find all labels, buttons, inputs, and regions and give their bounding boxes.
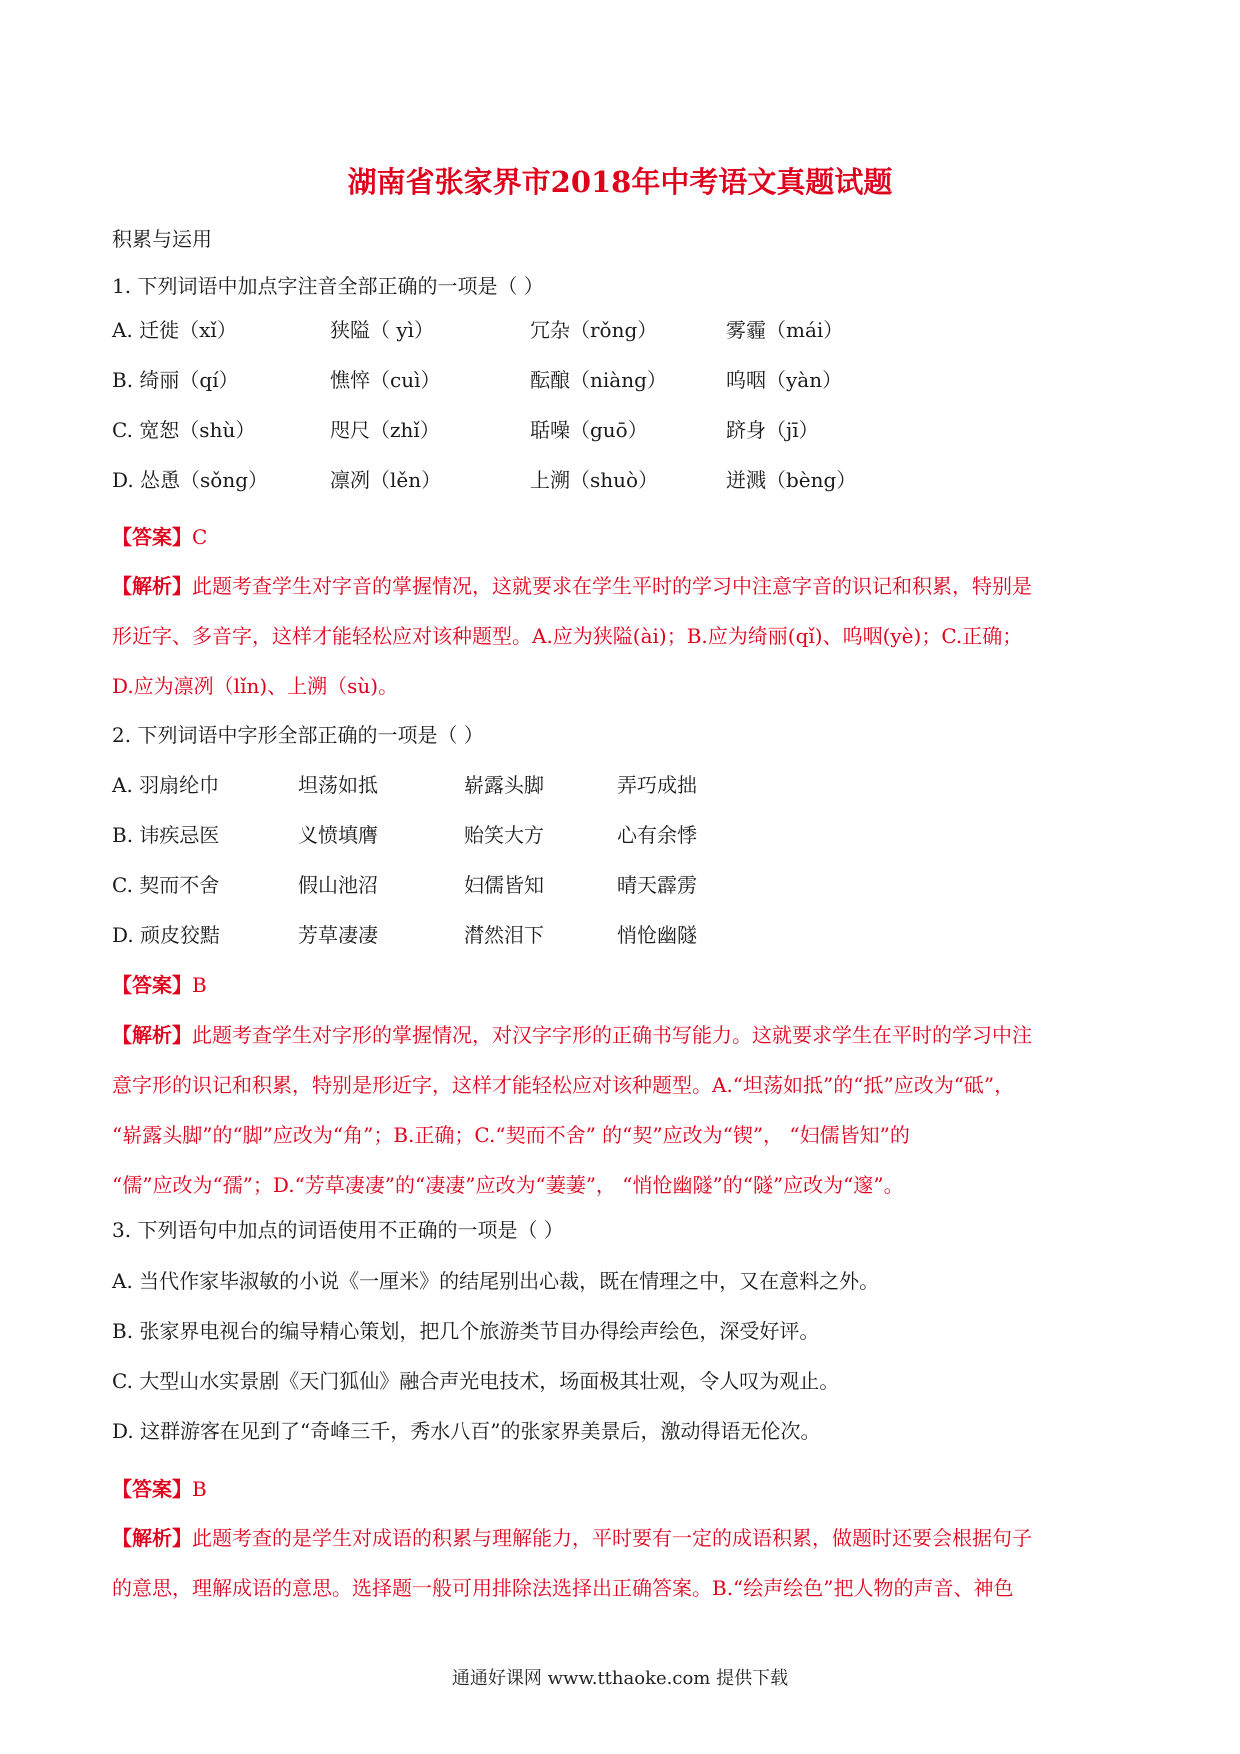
- q2-a-1: A. 羽扇纶巾: [112, 773, 220, 797]
- explanation-line: D.应为凛冽（lǐn)、上溯（sù)。: [112, 674, 399, 698]
- q1-explanation: [112, 561, 1132, 711]
- answer-tag: 【答案】: [112, 1477, 192, 1501]
- explanation-tag: 【解析】: [112, 1526, 192, 1550]
- q1-b-4: 呜咽（yàn）: [726, 368, 843, 392]
- q1-option-d: [112, 465, 1132, 495]
- page-footer: 通通好课网 www.tthaoke.com 提供下载: [451, 1668, 789, 1689]
- section-heading: 积累与运用: [112, 227, 212, 251]
- q1-d-2: 凛冽（lěn）: [330, 468, 442, 492]
- explanation-tag: 【解析】: [112, 574, 192, 598]
- q1-a-3: 冗杂（rǒng）: [530, 318, 658, 342]
- explanation-tag: 【解析】: [112, 1023, 192, 1047]
- q1-a-4: 雾霾（mái）: [726, 318, 844, 342]
- q3-answer: [112, 1474, 207, 1504]
- q1-c-2: 咫尺（zhǐ）: [330, 418, 440, 442]
- q2-b-1: B. 讳疾忌医: [112, 823, 220, 847]
- explanation-line: 此题考查的是学生对成语的积累与理解能力，平时要有一定的成语积累，做题时还要会根据句子: [192, 1526, 1032, 1550]
- q1-c-1: C. 宽恕（shù）: [112, 418, 256, 442]
- answer-value: B: [192, 973, 207, 997]
- q1-b-1: B. 绮丽（qí）: [112, 368, 239, 392]
- explanation-line: 意字形的识记和积累，特别是形近字，这样才能轻松应对该种题型。A.“坦荡如抵”的“抵”应改为“砥”，: [112, 1073, 1015, 1097]
- q2-b-2: 义愤填膺: [298, 823, 378, 847]
- q2-c-2: 假山池沼: [298, 873, 378, 897]
- q3-option-b: B. 张家界电视台的编导精心策划，把几个旅游类节目办得绘声绘色，深受好评。: [112, 1319, 820, 1343]
- q1-answer: [112, 522, 207, 552]
- q1-d-1: D. 怂恿（sǒng）: [112, 468, 269, 492]
- q2-a-2: 坦荡如抵: [298, 773, 378, 797]
- q2-c-3: 妇儒皆知: [464, 873, 544, 897]
- explanation-line: “儒”应改为“孺”；D.“芳草凄凄”的“凄凄”应改为“萋萋”， “悄怆幽隧”的“隧”应改为“邃”。: [112, 1173, 904, 1197]
- q1-d-3: 上溯（shuò）: [530, 468, 659, 492]
- q3-stem: 3. 下列语句中加点的词语使用不正确的一项是（ ）: [112, 1218, 564, 1242]
- q3-option-c: C. 大型山水实景剧《天门狐仙》融合声光电技术，场面极其壮观，令人叹为观止。: [112, 1369, 840, 1393]
- q1-d-4: 迸溅（bèng）: [726, 468, 857, 492]
- q1-c-4: 跻身（jī）: [726, 418, 819, 442]
- q2-a-4: 弄巧成拙: [617, 773, 697, 797]
- q2-d-4: 悄怆幽隧: [617, 923, 697, 947]
- q1-c-3: 聒噪（guō）: [530, 418, 648, 442]
- q3-option-d: D. 这群游客在见到了“奇峰三千，秀水八百”的张家界美景后，激动得语无伦次。: [112, 1419, 821, 1443]
- q3-explanation: [112, 1513, 1132, 1613]
- q2-d-2: 芳草凄凄: [298, 923, 378, 947]
- page-title: 湖南省张家界市2018年中考语文真题试题: [347, 165, 893, 199]
- q1-option-c: [112, 415, 1132, 445]
- q2-c-1: C. 契而不舍: [112, 873, 220, 897]
- q1-option-b: [112, 365, 1132, 395]
- answer-tag: 【答案】: [112, 525, 192, 549]
- q2-d-3: 潸然泪下: [464, 923, 544, 947]
- q1-b-2: 憔悴（cuì）: [330, 368, 441, 392]
- answer-tag: 【答案】: [112, 973, 192, 997]
- explanation-line: “崭露头脚”的“脚”应改为“角”；B.正确；C.“契而不舍” 的“契”应改为“锲”， “妇儒皆知”的: [112, 1123, 910, 1147]
- q2-b-4: 心有余悸: [617, 823, 697, 847]
- q1-stem: 1. 下列词语中加点字注音全部正确的一项是（ ）: [112, 274, 544, 298]
- explanation-line: 形近字、多音字，这样才能轻松应对该种题型。A.应为狭隘(ài)；B.应为绮丽(qǐ)、呜咽(yè)；C.正确；: [112, 624, 1023, 648]
- q2-option-c: [112, 870, 1132, 900]
- explanation-line: 的意思，理解成语的意思。选择题一般可用排除法选择出正确答案。B.“绘声绘色”把人物的声音、神色: [112, 1576, 1014, 1600]
- q1-a-2: 狭隘（ yì）: [330, 318, 435, 342]
- answer-value: B: [192, 1477, 207, 1501]
- q3-option-a: A. 当代作家毕淑敏的小说《一厘米》的结尾别出心裁，既在情理之中，又在意料之外。: [112, 1269, 880, 1293]
- q2-a-3: 崭露头脚: [464, 773, 544, 797]
- q2-option-b: [112, 820, 1132, 850]
- q2-answer: [112, 970, 207, 1000]
- q2-b-3: 贻笑大方: [464, 823, 544, 847]
- q2-explanation: [112, 1010, 1132, 1210]
- q2-option-a: [112, 770, 1132, 800]
- explanation-line: 此题考查学生对字音的掌握情况，这就要求在学生平时的学习中注意字音的识记和积累，特别是: [192, 574, 1032, 598]
- answer-value: C: [192, 525, 208, 549]
- q1-b-3: 酝酿（niàng）: [530, 368, 667, 392]
- q2-d-1: D. 顽皮狡黠: [112, 923, 221, 947]
- q1-a-1: A. 迁徙（xǐ）: [112, 318, 237, 342]
- q2-option-d: [112, 920, 1132, 950]
- q2-c-4: 晴天霹雳: [617, 873, 697, 897]
- explanation-line: 此题考查学生对字形的掌握情况，对汉字字形的正确书写能力。这就要求学生在平时的学习中注: [192, 1023, 1032, 1047]
- q2-stem: 2. 下列词语中字形全部正确的一项是（ ）: [112, 723, 484, 747]
- q1-option-a: [112, 315, 1132, 345]
